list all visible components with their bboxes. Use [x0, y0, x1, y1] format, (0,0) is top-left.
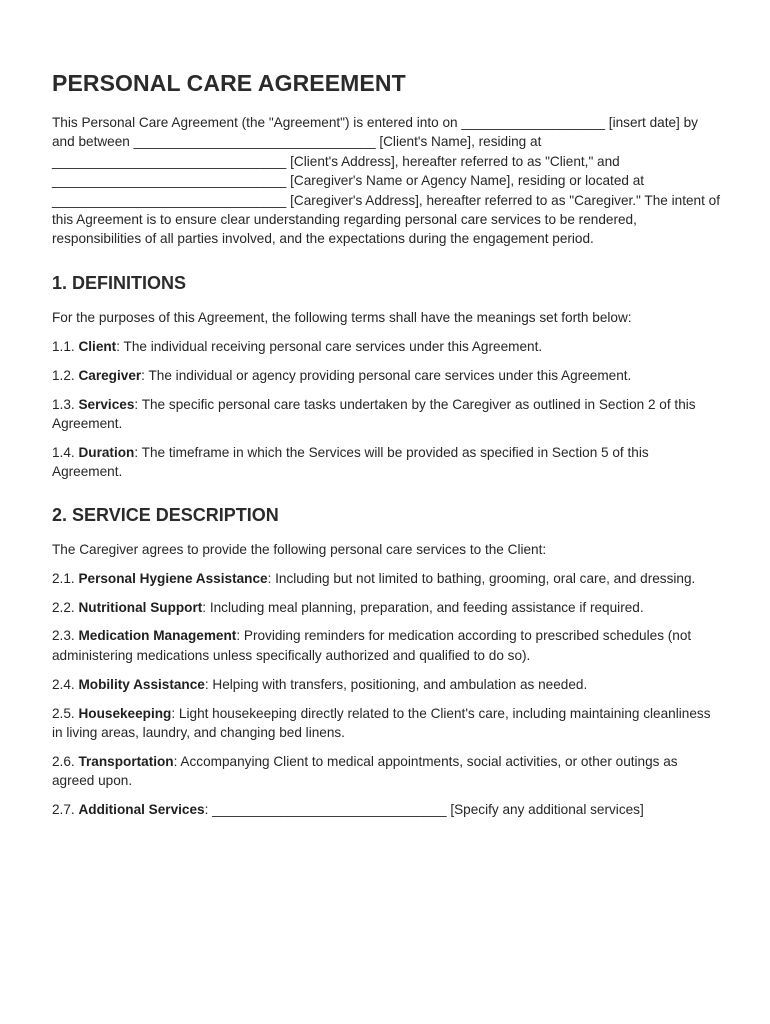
clause-term: Housekeeping: [78, 705, 172, 721]
clause-text: : The individual or agency providing personal care services under this Agreement.: [141, 367, 632, 383]
clause-term: Duration: [78, 444, 135, 460]
clause-text: : Including meal planning, preparation, and feeding assistance if required.: [202, 599, 644, 615]
clause-number: 2.6.: [52, 753, 79, 769]
service-description-heading: 2. SERVICE DESCRIPTION: [52, 504, 279, 525]
service-item: [52, 800, 720, 819]
service-description-section: [52, 505, 720, 820]
clause-number: 2.2.: [52, 599, 79, 615]
clause-text: : The specific personal care tasks undertaken by the Caregiver as outlined in Section 2 of this Agreement.: [52, 396, 696, 431]
service-item: [52, 675, 720, 694]
clause-term: Nutritional Support: [78, 599, 203, 615]
clause-text: : Helping with transfers, positioning, and ambulation as needed.: [204, 676, 588, 692]
intro-paragraph: This Personal Care Agreement (the "Agreement") is entered into on ___________________ [insert date] by and between ________________________________ [Client's Name], residing at _______________________________ [Client's Address], hereafter referred to as "Client," and _______________________________ [Caregiver's Name or Agency Name], residing or located at _______________________________ [Caregiver's Address], hereafter referred to as "Caregiver." The intent of this Agreement is to ensure clear understanding regarding personal care services to be rendered, responsibilities of all parties involved, and the expectations during the engagement period.: [52, 115, 720, 247]
clause-text: : Providing reminders for medication according to prescribed schedules (not administering medications unless specifically authorized and qualified to do so).: [52, 628, 692, 663]
definition-item: [52, 366, 720, 385]
definition-item: [52, 337, 720, 356]
definition-item: [52, 443, 720, 482]
clause-number: 2.7.: [52, 802, 79, 818]
clause-term: Personal Hygiene Assistance: [78, 570, 268, 586]
clause-term: Client: [78, 338, 117, 354]
clause-text: : The individual receiving personal care services under this Agreement.: [116, 338, 543, 354]
clause-term: Medication Management: [78, 628, 237, 644]
definition-item: [52, 395, 720, 434]
clause-text: : Including but not limited to bathing, grooming, oral care, and dressing.: [267, 570, 696, 586]
definitions-lead: For the purposes of this Agreement, the following terms shall have the meanings set forth below:: [52, 309, 632, 325]
document-title: PERSONAL CARE AGREEMENT: [52, 70, 406, 96]
clause-text: : The timeframe in which the Services will be provided as specified in Section 5 of this Agreement.: [52, 444, 649, 480]
clause-term: Transportation: [78, 753, 174, 769]
service-item: [52, 704, 720, 743]
clause-term: Services: [78, 396, 135, 412]
clause-text: : Light housekeeping directly related to the Client's care, including maintaining cleanliness in living areas, laundry, and changing bed linens.: [52, 705, 711, 741]
definitions-heading: 1. DEFINITIONS: [52, 272, 187, 293]
definitions-section: [52, 273, 720, 482]
service-description-lead: The Caregiver agrees to provide the following personal care services to the Client:: [52, 541, 547, 557]
clause-number: 2.3.: [52, 628, 79, 644]
clause-number: 1.4.: [52, 444, 79, 460]
clause-number: 2.5.: [52, 705, 79, 721]
clause-text: : Accompanying Client to medical appointments, social activities, or other outings as agreed upon.: [52, 753, 678, 789]
clause-text: : _______________________________ [Specify any additional services]: [204, 802, 644, 818]
clause-number: 1.3.: [52, 396, 79, 412]
clause-number: 2.4.: [52, 676, 79, 692]
clause-number: 1.1.: [52, 338, 79, 354]
service-item: [52, 569, 720, 588]
clause-number: 1.2.: [52, 367, 79, 383]
clause-term: Mobility Assistance: [78, 676, 205, 692]
service-item: [52, 752, 720, 791]
clause-number: 2.1.: [52, 570, 79, 586]
service-item: [52, 626, 720, 665]
clause-term: Caregiver: [78, 367, 142, 383]
clause-term: Additional Services: [78, 802, 205, 818]
service-item: [52, 598, 720, 617]
